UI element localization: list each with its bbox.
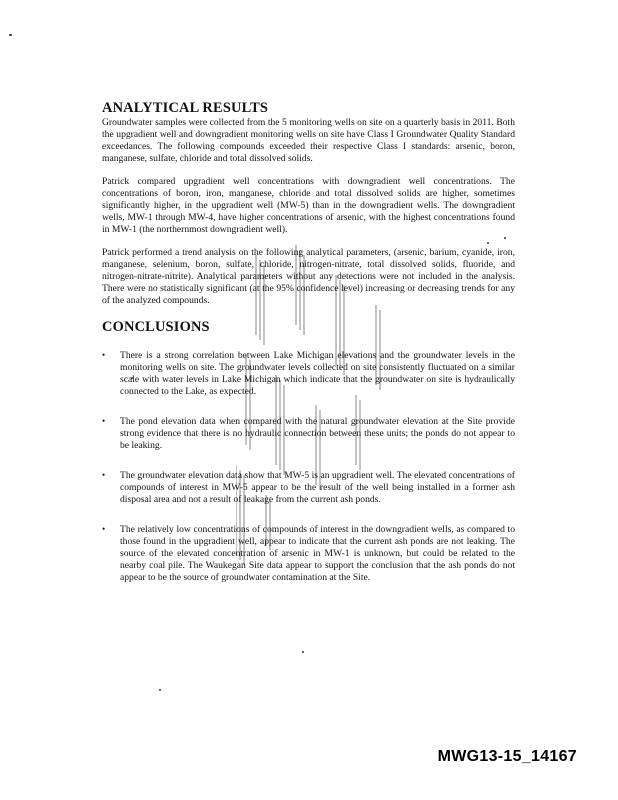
- list-item: [102, 470, 515, 506]
- analytical-results-section: [102, 99, 515, 307]
- document-body: [102, 99, 515, 602]
- bullet-icon: •: [102, 469, 106, 480]
- conclusion-text: There is a strong correlation between Lake Michigan elevations and the groundwater levels in the monitoring wells on site. The groundwater levels collected on site consistently fluctuated on a similar scale with water levels in Lake Michigan which indicate that the groundwater on site is hydraulically connected to the Lake, as expected.: [120, 349, 515, 397]
- bullet-icon: •: [102, 523, 106, 534]
- results-paragraph: Patrick performed a trend analysis on the following analytical parameters, (arsenic, barium, cyanide, iron, manganese, selenium, boron, sulfate, chloride, nitrogen-nitrate, total dissolved solids, fluoride, and nitrogen-nitrate-nitrite). Analytical parameters without any detections were not included in the analysis. There were no statistically significant (at the 95% confidence level) increasing or decreasing trends for any of the analyzed compounds.: [102, 246, 515, 306]
- conclusions-section: [102, 318, 515, 584]
- conclusion-text: The groundwater elevation data show that MW-5 is an upgradient well. The elevated concentrations of compounds of interest in MW-5 appear to be the result of the well being installed in a former ash disposal area and not a result of leakage from the current ash ponds.: [120, 469, 515, 505]
- analytical-results-heading: ANALYTICAL RESULTS: [102, 100, 269, 116]
- results-paragraph: Patrick compared upgradient well concentrations with downgradient well concentrations. The concentrations of boron, iron, manganese, chloride and total dissolved solids are higher, sometimes significantly higher, in the upgradient well (MW-5) than in the downgradient wells. The downgradient wells, MW-1 through MW-4, have higher concentrations of arsenic, with the highest concentrations found in MW-1 (the northernmost downgradient well).: [102, 175, 515, 235]
- list-item: [102, 416, 515, 452]
- conclusion-text: The relatively low concentrations of compounds of interest in the downgradient wells, as compared to those found in the upgradient well, appear to indicate that the current ash ponds are not leaking. The source of the elevated concentration of arsenic in MW-1 is unknown, but could be related to the nearby coal pile. The Waukegan Site data appear to support the conclusion that the ash ponds do not appear to be the source of groundwater contamination at the Site.: [120, 523, 515, 583]
- list-item: [102, 524, 515, 584]
- list-item: [102, 350, 515, 398]
- scan-speck: [159, 689, 161, 691]
- conclusions-list: [102, 350, 515, 584]
- scan-speck: [9, 34, 12, 36]
- conclusions-heading: CONCLUSIONS: [102, 318, 210, 335]
- bates-stamp: MWG13-15_14167: [437, 748, 577, 765]
- scan-speck: [302, 651, 304, 653]
- bullet-icon: •: [102, 415, 106, 426]
- conclusion-text: The pond elevation data when compared with the natural groundwater elevation at the Site provide strong evidence that there is no hydraulic connection between these units; the ponds do not appear to be leaking.: [120, 415, 515, 451]
- results-paragraph: Groundwater samples were collected from the 5 monitoring wells on site on a quarterly basis in 2011. Both the upgradient well and downgradient monitoring wells on site have Class I Groundwater Quality Standard exceedances. The following compounds exceeded their respective Class I standards: arsenic, boron, manganese, sulfate, chloride and total dissolved solids.: [102, 117, 515, 164]
- bullet-icon: •: [102, 349, 106, 360]
